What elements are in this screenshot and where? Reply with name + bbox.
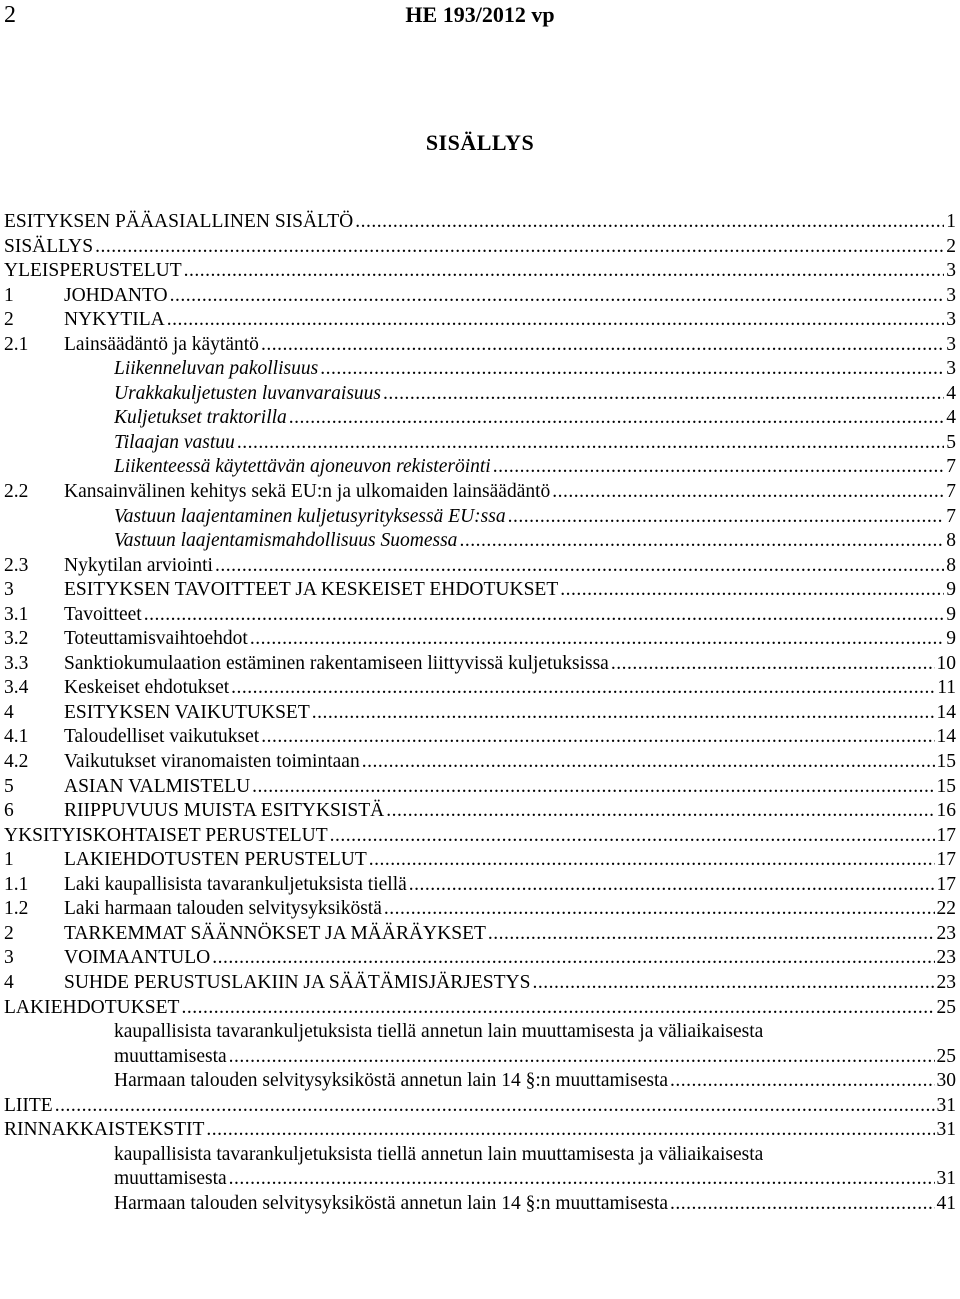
toc-entry-page: 23 bbox=[935, 922, 957, 947]
toc-entry-number: 1.1 bbox=[4, 873, 32, 898]
toc-entry-number: 5 bbox=[4, 775, 18, 800]
toc-entry-title: Harmaan talouden selvitysyksiköstä annetun lain 14 §:n muuttamisesta bbox=[114, 1069, 670, 1094]
toc-entry bbox=[4, 922, 956, 947]
dot-leader bbox=[369, 848, 935, 873]
toc-entry-page: 4 bbox=[944, 382, 956, 407]
toc-entry-title: Vaikutukset viranomaisten toimintaan bbox=[64, 750, 362, 775]
dot-leader bbox=[261, 725, 934, 750]
dot-leader bbox=[55, 1094, 935, 1119]
dot-leader bbox=[508, 505, 945, 530]
toc-entry bbox=[4, 431, 956, 456]
toc-entry-title: YKSITYISKOHTAISET PERUSTELUT bbox=[4, 824, 330, 849]
toc-entry-title: Taloudelliset vaikutukset bbox=[64, 725, 261, 750]
toc-entry bbox=[4, 701, 956, 726]
dot-leader bbox=[144, 603, 945, 628]
toc-entry-number: 3 bbox=[4, 578, 18, 603]
dot-leader bbox=[384, 897, 935, 922]
dot-leader bbox=[181, 996, 934, 1021]
toc-entry-title: muuttamisesta bbox=[114, 1167, 229, 1192]
dot-leader bbox=[167, 308, 945, 333]
toc-entry-page: 7 bbox=[944, 480, 956, 505]
dot-leader bbox=[362, 750, 935, 775]
toc-entry bbox=[4, 529, 956, 554]
toc-entry-page: 31 bbox=[935, 1094, 957, 1119]
toc-entry bbox=[4, 848, 956, 873]
toc-entry bbox=[4, 873, 956, 898]
toc-entry-number: 4.2 bbox=[4, 750, 32, 775]
toc-entry-page: 23 bbox=[935, 971, 957, 996]
toc-entry-title: ASIAN VALMISTELU bbox=[64, 775, 252, 800]
dot-leader bbox=[312, 701, 935, 726]
toc-entry bbox=[4, 308, 956, 333]
dot-leader bbox=[231, 676, 935, 701]
toc-entry-page: 22 bbox=[935, 897, 957, 922]
toc-entry bbox=[4, 897, 956, 922]
dot-leader bbox=[320, 357, 944, 382]
toc-entry-number: 3.1 bbox=[4, 603, 32, 628]
toc-entry-title: Sanktiokumulaation estäminen rakentamiseen liittyvissä kuljetuksissa bbox=[64, 652, 611, 677]
toc-entry-title: VOIMAANTULO bbox=[64, 946, 212, 971]
toc-entry-number: 6 bbox=[4, 799, 18, 824]
toc-entry-page: 25 bbox=[935, 996, 957, 1021]
toc-entry bbox=[4, 627, 956, 652]
document-id: HE 193/2012 vp bbox=[405, 2, 555, 27]
toc-entry bbox=[4, 382, 956, 407]
toc-entry-page: 11 bbox=[935, 676, 956, 701]
toc-entry bbox=[4, 505, 956, 530]
toc-entry bbox=[4, 996, 956, 1021]
toc-entry-title: Tavoitteet bbox=[64, 603, 144, 628]
toc-entry-number: 4 bbox=[4, 701, 18, 726]
toc-entry-page: 17 bbox=[935, 873, 957, 898]
toc-entry-title: Laki harmaan talouden selvitysyksiköstä bbox=[64, 897, 384, 922]
toc-entry-number: 2 bbox=[4, 308, 18, 333]
toc-entry-page: 2 bbox=[944, 235, 956, 260]
toc-entry-page: 23 bbox=[935, 946, 957, 971]
toc-entry bbox=[4, 1020, 956, 1045]
toc-entry-title: Nykytilan arviointi bbox=[64, 554, 215, 579]
dot-leader bbox=[289, 406, 944, 431]
toc-entry bbox=[4, 235, 956, 260]
toc-entry-number: 3 bbox=[4, 946, 18, 971]
toc-entry-title: ESITYKSEN VAIKUTUKSET bbox=[64, 701, 312, 726]
dot-leader bbox=[670, 1192, 934, 1217]
toc-entry-page: 17 bbox=[935, 824, 957, 849]
toc-entry-page: 3 bbox=[944, 357, 956, 382]
toc-entry bbox=[4, 971, 956, 996]
toc-entry bbox=[4, 357, 956, 382]
toc-entry-title: Harmaan talouden selvitysyksiköstä annetun lain 14 §:n muuttamisesta bbox=[114, 1192, 670, 1217]
toc-entry-title: RINNAKKAISTEKSTIT bbox=[4, 1118, 206, 1143]
toc-entry-page: 7 bbox=[944, 505, 956, 530]
toc-entry-title: kaupallisista tavarankuljetuksista tiellä annetun lain muuttamisesta ja väliaikaisesta bbox=[114, 1020, 765, 1045]
toc-entry-page: 31 bbox=[935, 1167, 957, 1192]
toc-entry bbox=[4, 725, 956, 750]
toc-entry-title: LAKIEHDOTUKSET bbox=[4, 996, 181, 1021]
toc-entry bbox=[4, 578, 956, 603]
dot-leader bbox=[409, 873, 935, 898]
toc-entry-page: 15 bbox=[935, 775, 957, 800]
toc-entry-title: LAKIEHDOTUSTEN PERUSTELUT bbox=[64, 848, 369, 873]
toc-entry-title: JOHDANTO bbox=[64, 284, 170, 309]
toc-entry-title: muuttamisesta bbox=[114, 1045, 229, 1070]
toc-entry bbox=[4, 259, 956, 284]
toc-entry-number: 2 bbox=[4, 922, 18, 947]
toc-entry-title: NYKYTILA bbox=[64, 308, 167, 333]
toc-entry-title: SISÄLLYS bbox=[4, 235, 95, 260]
dot-leader bbox=[493, 455, 945, 480]
page-title: SISÄLLYS bbox=[425, 130, 535, 155]
dot-leader bbox=[459, 529, 944, 554]
toc-entry-title: ESITYKSEN PÄÄASIALLINEN SISÄLTÖ bbox=[4, 210, 355, 235]
toc-entry-title: Toteuttamisvaihtoehdot bbox=[64, 627, 250, 652]
toc-entry bbox=[4, 750, 956, 775]
toc-entry-number: 3.4 bbox=[4, 676, 32, 701]
toc-entry bbox=[4, 1094, 956, 1119]
toc-entry-page: 8 bbox=[944, 529, 956, 554]
toc-entry-title: TARKEMMAT SÄÄNNÖKSET JA MÄÄRÄYKSET bbox=[64, 922, 488, 947]
toc-entry-title: ESITYKSEN TAVOITTEET JA KESKEISET EHDOTUKSET bbox=[64, 578, 560, 603]
toc-entry-page: 14 bbox=[935, 725, 957, 750]
toc-entry-page: 41 bbox=[935, 1192, 957, 1217]
toc-entry-title: Liikenneluvan pakollisuus bbox=[114, 357, 320, 382]
toc-entry-page: 4 bbox=[944, 406, 956, 431]
toc-entry bbox=[4, 554, 956, 579]
toc-entry bbox=[4, 1069, 956, 1094]
dot-leader bbox=[330, 824, 935, 849]
toc-entry-title: SUHDE PERUSTUSLAKIIN JA SÄÄTÄMISJÄRJESTYS bbox=[64, 971, 532, 996]
toc-entry bbox=[4, 799, 956, 824]
dot-leader bbox=[252, 775, 934, 800]
dot-leader bbox=[184, 259, 945, 284]
toc-entry-number: 4 bbox=[4, 971, 18, 996]
toc-entry-title: Liikenteessä käytettävän ajoneuvon rekisteröinti bbox=[114, 455, 493, 480]
toc-entry-page: 25 bbox=[935, 1045, 957, 1070]
toc-entry bbox=[4, 824, 956, 849]
toc-entry-page: 15 bbox=[935, 750, 957, 775]
dot-leader bbox=[170, 284, 945, 309]
dot-leader bbox=[261, 333, 944, 358]
toc-entry-page: 3 bbox=[944, 259, 956, 284]
toc-entry-page: 3 bbox=[944, 308, 956, 333]
dot-leader bbox=[383, 382, 944, 407]
toc-entry-title: Tilaajan vastuu bbox=[114, 431, 237, 456]
toc-entry-page: 31 bbox=[935, 1118, 957, 1143]
toc-entry bbox=[4, 652, 956, 677]
toc-entry-title: Laki kaupallisista tavarankuljetuksista tiellä bbox=[64, 873, 409, 898]
toc-entry-title: Vastuun laajentamismahdollisuus Suomessa bbox=[114, 529, 459, 554]
dot-leader bbox=[560, 578, 944, 603]
toc-entry-number: 4.1 bbox=[4, 725, 32, 750]
toc-entry-number: 2.3 bbox=[4, 554, 32, 579]
dot-leader bbox=[212, 946, 934, 971]
toc-entry-page: 9 bbox=[944, 627, 956, 652]
toc-entry-title: Vastuun laajentaminen kuljetusyrityksessä EU:ssa bbox=[114, 505, 508, 530]
toc-entry-page: 7 bbox=[944, 455, 956, 480]
toc-entry-title: Kuljetukset traktorilla bbox=[114, 406, 289, 431]
toc-entry-page: 8 bbox=[944, 554, 956, 579]
toc-entry-page: 30 bbox=[935, 1069, 957, 1094]
page-number: 2 bbox=[4, 2, 16, 28]
dot-leader bbox=[250, 627, 944, 652]
toc-entry-number: 2.1 bbox=[4, 333, 32, 358]
toc-entry bbox=[4, 210, 956, 235]
toc-entry bbox=[4, 406, 956, 431]
toc-entry-number: 3.3 bbox=[4, 652, 32, 677]
toc-entry-number: 3.2 bbox=[4, 627, 32, 652]
dot-leader bbox=[552, 480, 944, 505]
toc-entry bbox=[4, 946, 956, 971]
toc-entry bbox=[4, 480, 956, 505]
dot-leader bbox=[229, 1045, 935, 1070]
toc-entry bbox=[4, 284, 956, 309]
toc-entry bbox=[4, 1192, 956, 1217]
toc-entry bbox=[4, 333, 956, 358]
dot-leader bbox=[532, 971, 934, 996]
dot-leader bbox=[229, 1167, 935, 1192]
toc-entry-title: YLEISPERUSTELUT bbox=[4, 259, 184, 284]
toc-entry bbox=[4, 603, 956, 628]
dot-leader bbox=[670, 1069, 934, 1094]
dot-leader bbox=[611, 652, 935, 677]
toc-entry-title: Keskeiset ehdotukset bbox=[64, 676, 231, 701]
toc-entry bbox=[4, 1118, 956, 1143]
toc-entry-page: 10 bbox=[935, 652, 957, 677]
toc-entry bbox=[4, 455, 956, 480]
toc-entry-page: 3 bbox=[944, 284, 956, 309]
toc-entry-title: Lainsäädäntö ja käytäntö bbox=[64, 333, 261, 358]
toc-entry bbox=[4, 775, 956, 800]
dot-leader bbox=[95, 235, 944, 260]
toc-entry-title: RIIPPUVUUS MUISTA ESITYKSISTÄ bbox=[64, 799, 386, 824]
toc-entry-number: 1 bbox=[4, 848, 18, 873]
toc-entry-page: 17 bbox=[935, 848, 957, 873]
toc-entry bbox=[4, 1167, 956, 1192]
dot-leader bbox=[386, 799, 934, 824]
toc-entry-page: 5 bbox=[944, 431, 956, 456]
page-header bbox=[0, 0, 960, 40]
toc-entry bbox=[4, 676, 956, 701]
dot-leader bbox=[206, 1118, 934, 1143]
toc-entry-page: 3 bbox=[944, 333, 956, 358]
toc-entry-page: 9 bbox=[944, 603, 956, 628]
toc-entry-number: 1 bbox=[4, 284, 18, 309]
dot-leader bbox=[488, 922, 935, 947]
toc-entry-title: Urakkakuljetusten luvanvaraisuus bbox=[114, 382, 383, 407]
toc-entry-page: 1 bbox=[944, 210, 956, 235]
dot-leader bbox=[355, 210, 944, 235]
dot-leader bbox=[215, 554, 944, 579]
toc-entry-number: 1.2 bbox=[4, 897, 32, 922]
toc-entry-page: 14 bbox=[935, 701, 957, 726]
toc-entry-title: LIITE bbox=[4, 1094, 55, 1119]
toc-entry-number: 2.2 bbox=[4, 480, 32, 505]
toc-entry bbox=[4, 1045, 956, 1070]
toc-entry-title: kaupallisista tavarankuljetuksista tiellä annetun lain muuttamisesta ja väliaikaisesta bbox=[114, 1143, 765, 1168]
toc-entry-page: 16 bbox=[935, 799, 957, 824]
toc-entry-title: Kansainvälinen kehitys sekä EU:n ja ulkomaiden lainsäädäntö bbox=[64, 480, 552, 505]
toc-entry-page: 9 bbox=[944, 578, 956, 603]
table-of-contents bbox=[4, 210, 956, 1216]
toc-entry bbox=[4, 1143, 956, 1168]
dot-leader bbox=[237, 431, 944, 456]
